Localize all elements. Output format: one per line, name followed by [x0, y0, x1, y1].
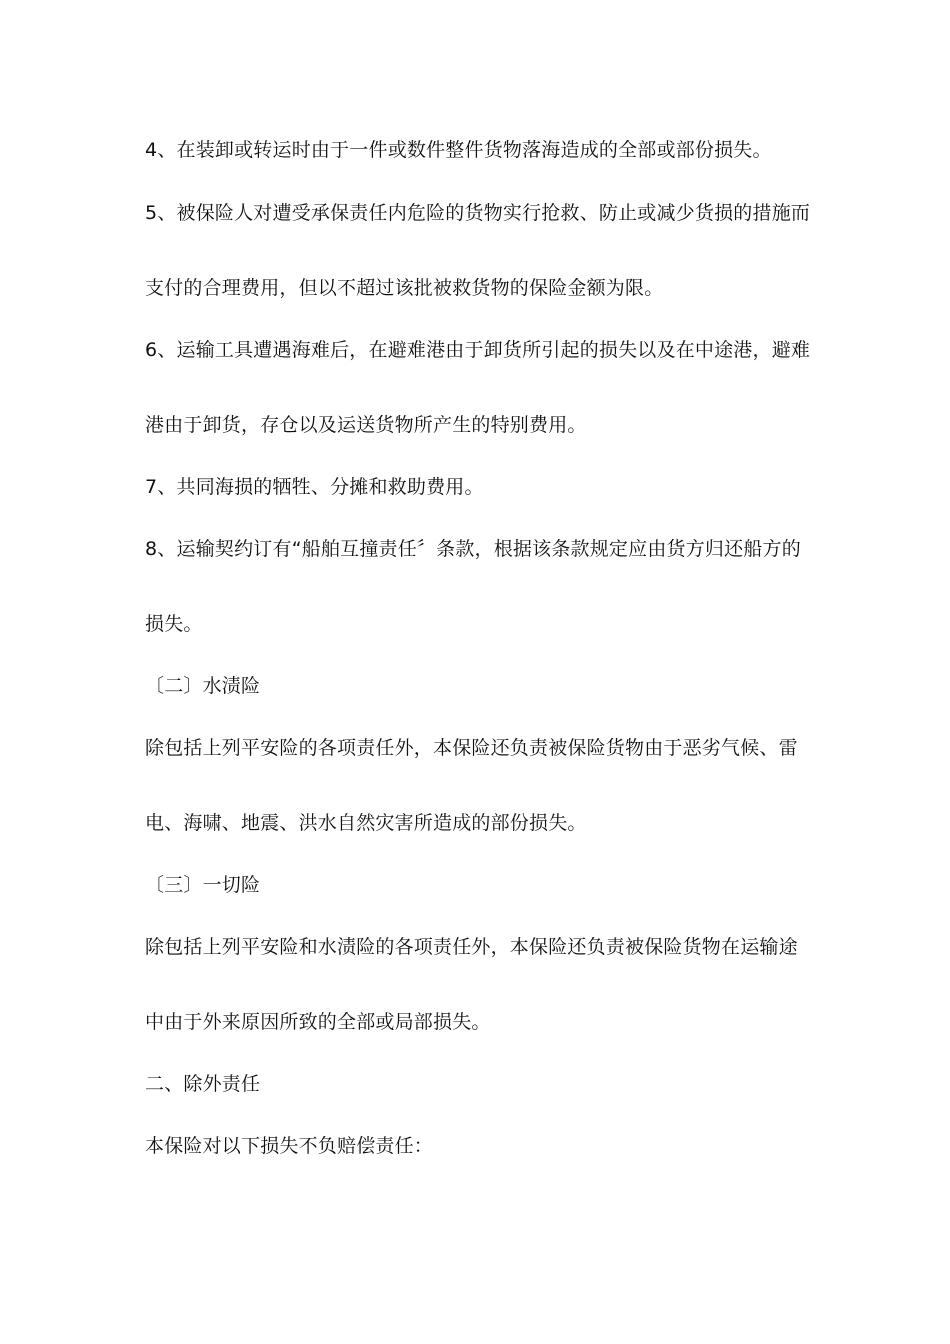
- clause-8-line-2: 损失。: [145, 613, 203, 635]
- exclusions-intro: 本保险对以下损失不负赔偿责任：: [145, 1135, 434, 1157]
- water-damage-para-line-2: 电、海啸、地震、洪水自然灾害所造成的部份损失。: [145, 812, 587, 834]
- water-damage-para-line-1: 除包括上列平安险的各项责任外，本保险还负责被保险货物由于恶劣气候、雷: [145, 737, 798, 759]
- clause-4: 4、在装卸或转运时由于一件或数件整件货物落海造成的全部或部份损失。: [145, 139, 772, 161]
- section-heading-exclusions: 二、除外责任: [145, 1073, 261, 1095]
- clause-5-line-1: 5、被保险人对遭受承保责任内危险的货物实行抢救、防止或减少货损的措施而: [145, 202, 811, 224]
- all-risks-para-line-1: 除包括上列平安险和水渍险的各项责任外，本保险还负责被保险货物在运输途: [145, 936, 798, 958]
- clause-8-line-1: 8、运输契约订有“船舶互撞责任〞条款，根据该条款规定应由货方归还船方的: [145, 538, 801, 560]
- clause-6-line-1: 6、运输工具遭遇海难后，在避难港由于卸货所引起的损失以及在中途港，避难: [145, 339, 811, 361]
- clause-6-line-2: 港由于卸货，存仓以及运送货物所产生的特别费用。: [145, 414, 587, 436]
- clause-7: 7、共同海损的牺牲、分摊和救助费用。: [145, 476, 484, 498]
- section-heading-all-risks: 〔三〕一切险: [145, 874, 261, 896]
- section-heading-water-damage: 〔二〕水渍险: [145, 675, 261, 697]
- all-risks-para-line-2: 中由于外来原因所致的全部或局部损失。: [145, 1011, 491, 1033]
- clause-5-line-2: 支付的合理费用，但以不超过该批被救货物的保险金额为限。: [145, 277, 664, 299]
